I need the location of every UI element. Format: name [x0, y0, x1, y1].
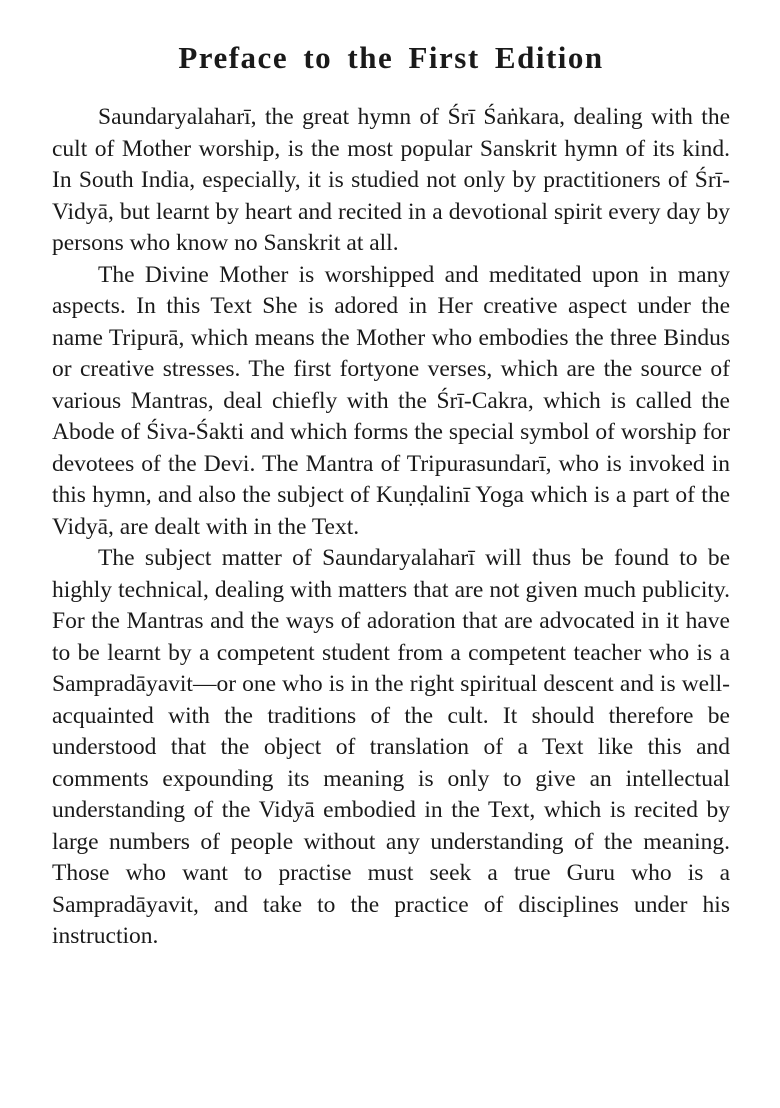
document-page — [52, 36, 730, 953]
paragraph-3: The subject matter of Saundaryalaharī will thus be found to be highly technical, dealing with matters that are not given much publicity. For the Mantras and the ways of adoration that are advocated in it have to be learnt by a competent student from a competent teacher who is a Sampradāyavit—or one who is in the right spiritual descent and is well-acquainted with the traditions of the cult. It should therefore be understood that the object of translation of a Text like this and comments expounding its meaning is only to give an intellectual understanding of the Vidyā embodied in the Text, which is recited by large numbers of people without any understanding of the meaning. Those who want to practise must seek a true Guru who is a Sampradāyavit, and take to the practice of disciplines under his instruction. — [52, 545, 730, 949]
paragraph-1: Saundaryalaharī, the great hymn of Śrī Śaṅkara, dealing with the cult of Mother worship, is the most popular Sanskrit hymn of its kind. In South India, especially, it is studied not only by practitioners of Śrī-Vidyā, but learnt by heart and recited in a devotional spirit every day by persons who know no Sanskrit at all. — [52, 104, 730, 256]
page-title: Preface to the First Edition — [178, 40, 604, 75]
paragraph-2: The Divine Mother is worshipped and meditated upon in many aspects. In this Text She is adored in Her creative aspect under the name Tripurā, which means the Mother who embodies the three Bindus or creative stresses. The first fortyone verses, which are the source of various Mantras, deal chiefly with the Śrī-Cakra, which is called the Abode of Śiva-Śakti and which forms the special symbol of worship for devotees of the Devi. The Mantra of Tripurasundarī, who is invoked in this hymn, and also the subject of Kuṇḍalinī Yoga which is a part of the Vidyā, are dealt with in the Text. — [52, 261, 730, 540]
